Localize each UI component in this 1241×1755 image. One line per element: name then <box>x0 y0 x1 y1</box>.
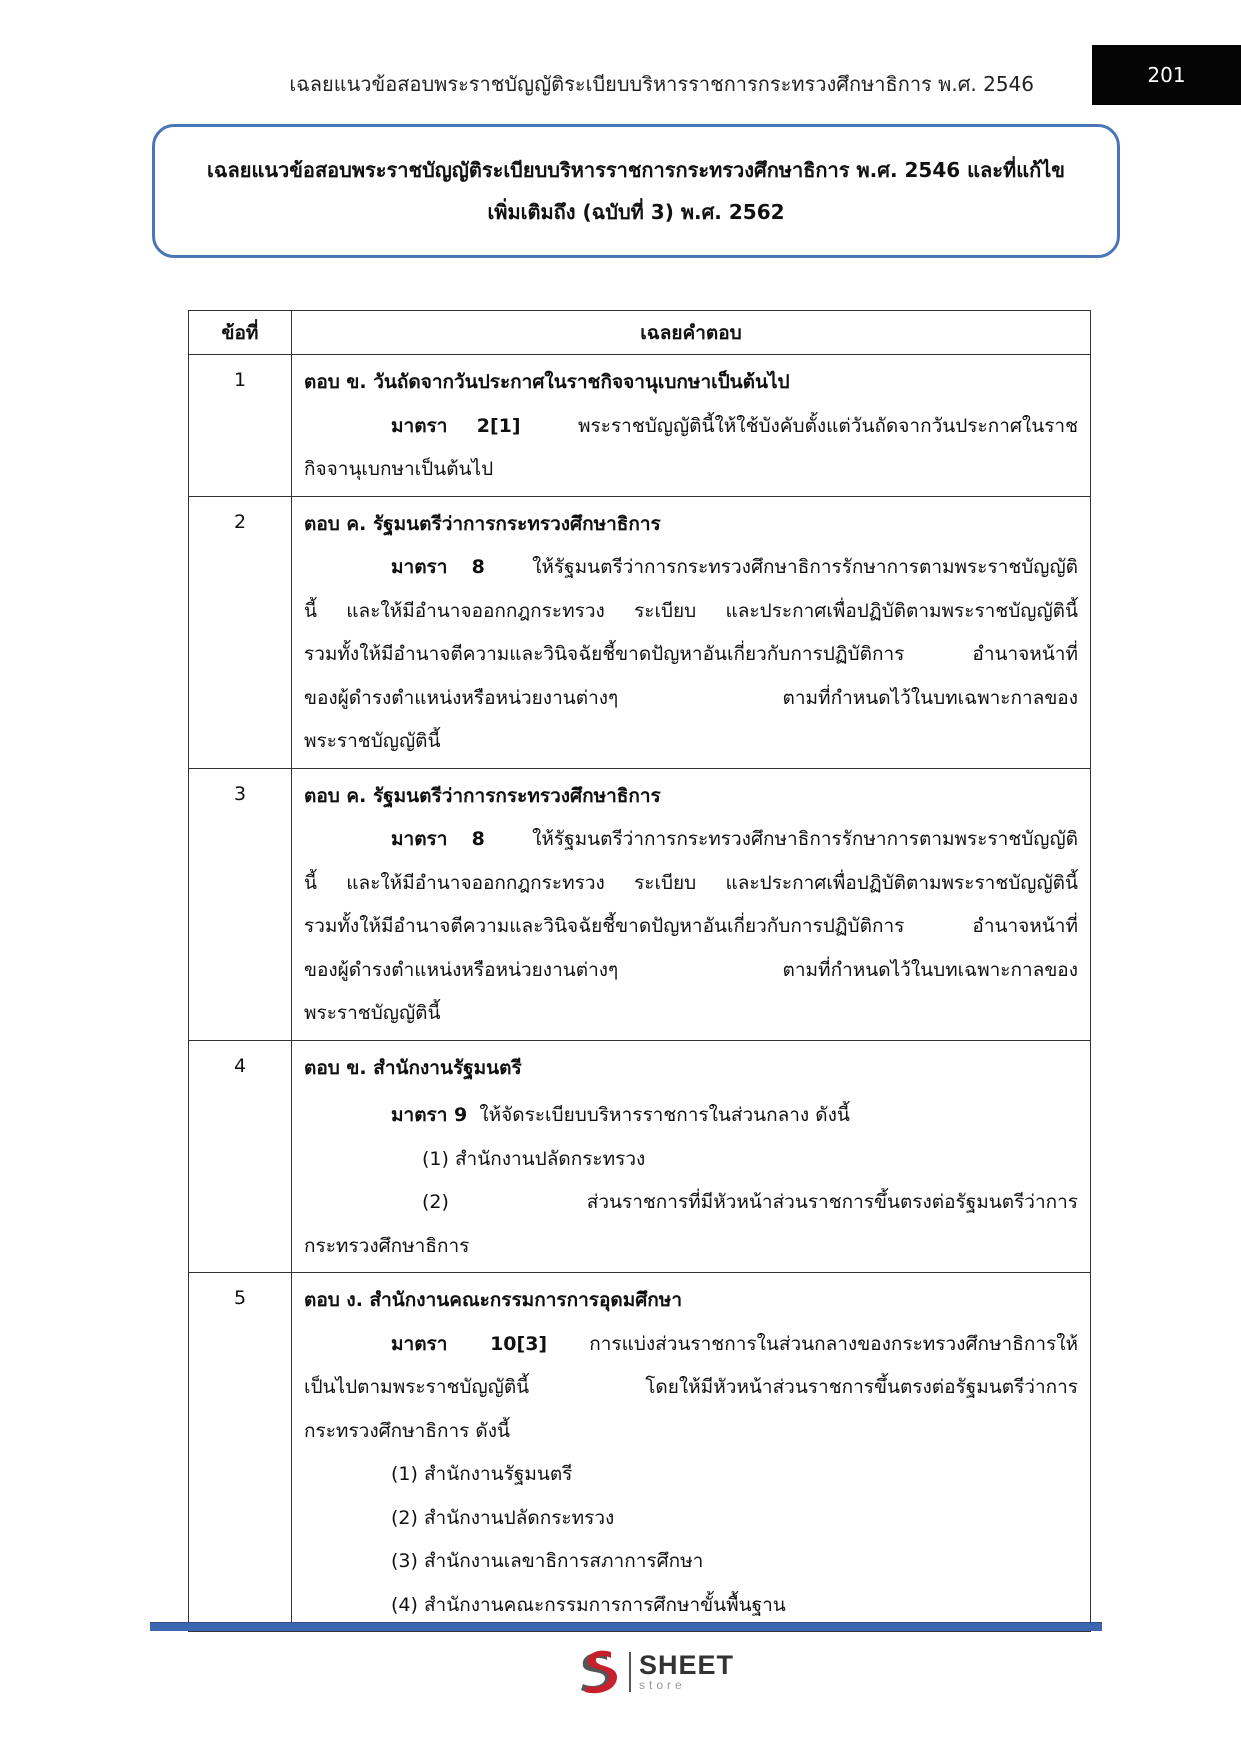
question-number: 5 <box>189 1273 292 1632</box>
law-text-line: ของผู้ดำรงตำแหน่งหรือหน่วยงานต่างๆ ตามที่กำหนดไว้ในบทเฉพาะกาลของ <box>304 958 1078 981</box>
table-row <box>189 496 1091 768</box>
list-item: (2) สำนักงานปลัดกระทรวง <box>391 1506 615 1529</box>
sheet-logo-icon <box>575 1648 619 1696</box>
question-number: 2 <box>189 496 292 768</box>
page-number: 201 <box>1147 63 1186 87</box>
section-label: มาตรา 9 <box>391 1104 468 1126</box>
logo-wordmark: SHEET <box>639 1650 735 1680</box>
list-item: (4) สำนักงานคณะกรรมการการศึกษาขั้นพื้นฐาน <box>391 1593 786 1616</box>
law-text-line: ของผู้ดำรงตำแหน่งหรือหน่วยงานต่างๆ ตามที่กำหนดไว้ในบทเฉพาะกาลของ <box>304 686 1078 709</box>
answer-choice: ตอบ ข. สำนักงานรัฐมนตรี <box>304 1056 522 1079</box>
law-text-line: พระราชบัญญัตินี้ <box>304 730 441 752</box>
law-text-line <box>304 1323 1078 1367</box>
title-line-1: เฉลยแนวข้อสอบพระราชบัญญัติระเบียบบริหารราชการกระทรวงศึกษาธิการ พ.ศ. 2546 และที่แก้ไข <box>207 158 1065 182</box>
law-text-line: พระราชบัญญัตินี้ <box>304 1002 441 1024</box>
answer-cell <box>292 768 1091 1040</box>
law-text-line <box>304 546 1078 590</box>
page-number-box <box>1092 45 1241 105</box>
answer-cell <box>292 496 1091 768</box>
section-label: มาตรา 8 <box>391 828 485 850</box>
law-text-line: รวมทั้งให้มีอำนาจตีความและวินิจฉัยชี้ขาดปัญหาอันเกี่ยวกับการปฏิบัติการ อำนาจหน้าที่ <box>304 643 1078 665</box>
section-label: มาตรา 8 <box>391 556 485 578</box>
answer-cell <box>292 1040 1091 1273</box>
answer-cell <box>292 1273 1091 1632</box>
title-box <box>152 124 1120 258</box>
sheet-store-logo <box>575 1648 734 1696</box>
logo-subtext: store <box>639 1678 686 1692</box>
column-header-answer: เฉลยคำตอบ <box>292 311 1091 355</box>
law-text-line <box>304 818 1078 862</box>
title-line-2: เพิ่มเติมถึง (ฉบับที่ 3) พ.ศ. 2562 <box>487 200 785 224</box>
answer-choice: ตอบ ค. รัฐมนตรีว่าการกระทรวงศึกษาธิการ <box>304 784 661 807</box>
law-text: ให้รัฐมนตรีว่าการกระทรวงศึกษาธิการรักษาการตามพระราชบัญญัติ <box>532 556 1078 578</box>
list-item: (2) ส่วนราชการที่มีหัวหน้าส่วนราชการขึ้นตรงต่อรัฐมนตรีว่าการ <box>422 1191 1078 1213</box>
list-item: (1) สำนักงานปลัดกระทรวง <box>422 1147 646 1170</box>
answer-choice: ตอบ ข. วันถัดจากวันประกาศในราชกิจจานุเบกษาเป็นต้นไป <box>304 371 790 393</box>
question-number: 3 <box>189 768 292 1040</box>
law-text: ให้จัดระเบียบบริหารราชการในส่วนกลาง ดังนี้ <box>479 1104 850 1126</box>
law-text: ให้รัฐมนตรีว่าการกระทรวงศึกษาธิการรักษาการตามพระราชบัญญัติ <box>532 828 1078 850</box>
law-text-line: รวมทั้งให้มีอำนาจตีความและวินิจฉัยชี้ขาดปัญหาอันเกี่ยวกับการปฏิบัติการ อำนาจหน้าที่ <box>304 915 1078 937</box>
list-item: (1) สำนักงานรัฐมนตรี <box>391 1463 573 1485</box>
law-text: พระราชบัญญัตินี้ให้ใช้บังคับตั้งแต่วันถัดจากวันประกาศในราช <box>578 414 1078 437</box>
footer-bar <box>150 1622 1102 1631</box>
table-header-row <box>189 311 1091 355</box>
table-row <box>189 768 1091 1040</box>
law-text-line: กระทรวงศึกษาธิการ <box>304 1234 470 1257</box>
law-text-line: เป็นไปตามพระราชบัญญัตินี้ โดยให้มีหัวหน้าส่วนราชการขึ้นตรงต่อรัฐมนตรีว่าการ <box>304 1376 1078 1398</box>
table-row <box>189 355 1091 497</box>
column-header-no: ข้อที่ <box>189 311 292 355</box>
section-label: มาตรา 10[3] <box>391 1332 548 1355</box>
question-number: 1 <box>189 355 292 497</box>
law-text: การแบ่งส่วนราชการในส่วนกลางของกระทรวงศึกษาธิการให้ <box>589 1332 1078 1355</box>
table-row <box>189 1040 1091 1273</box>
running-header-title: เฉลยแนวข้อสอบพระราชบัญญัติระเบียบบริหารราชการกระทรวงศึกษาธิการ พ.ศ. 2546 <box>289 72 1034 96</box>
law-text-line <box>304 405 1078 449</box>
section-label: มาตรา 2[1] <box>391 414 521 437</box>
law-text-line <box>304 1094 1078 1138</box>
answer-cell <box>292 355 1091 497</box>
law-text-line: นี้ และให้มีอำนาจออกกฎกระทรวง ระเบียบ และประกาศเพื่อปฏิบัติตามพระราชบัญญัตินี้ <box>304 599 1078 622</box>
law-text-line: กิจจานุเบกษาเป็นต้นไป <box>304 458 494 480</box>
law-text-line: นี้ และให้มีอำนาจออกกฎกระทรวง ระเบียบ และประกาศเพื่อปฏิบัติตามพระราชบัญญัตินี้ <box>304 871 1078 894</box>
list-item: (3) สำนักงานเลขาธิการสภาการศึกษา <box>391 1550 704 1572</box>
logo-text <box>629 1652 734 1692</box>
table-row <box>189 1273 1091 1632</box>
answer-table <box>188 310 1091 1632</box>
question-number: 4 <box>189 1040 292 1273</box>
answer-choice: ตอบ ง. สำนักงานคณะกรรมการการอุดมศึกษา <box>304 1289 682 1311</box>
answer-choice: ตอบ ค. รัฐมนตรีว่าการกระทรวงศึกษาธิการ <box>304 512 661 535</box>
law-text-line: กระทรวงศึกษาธิการ ดังนี้ <box>304 1419 510 1442</box>
